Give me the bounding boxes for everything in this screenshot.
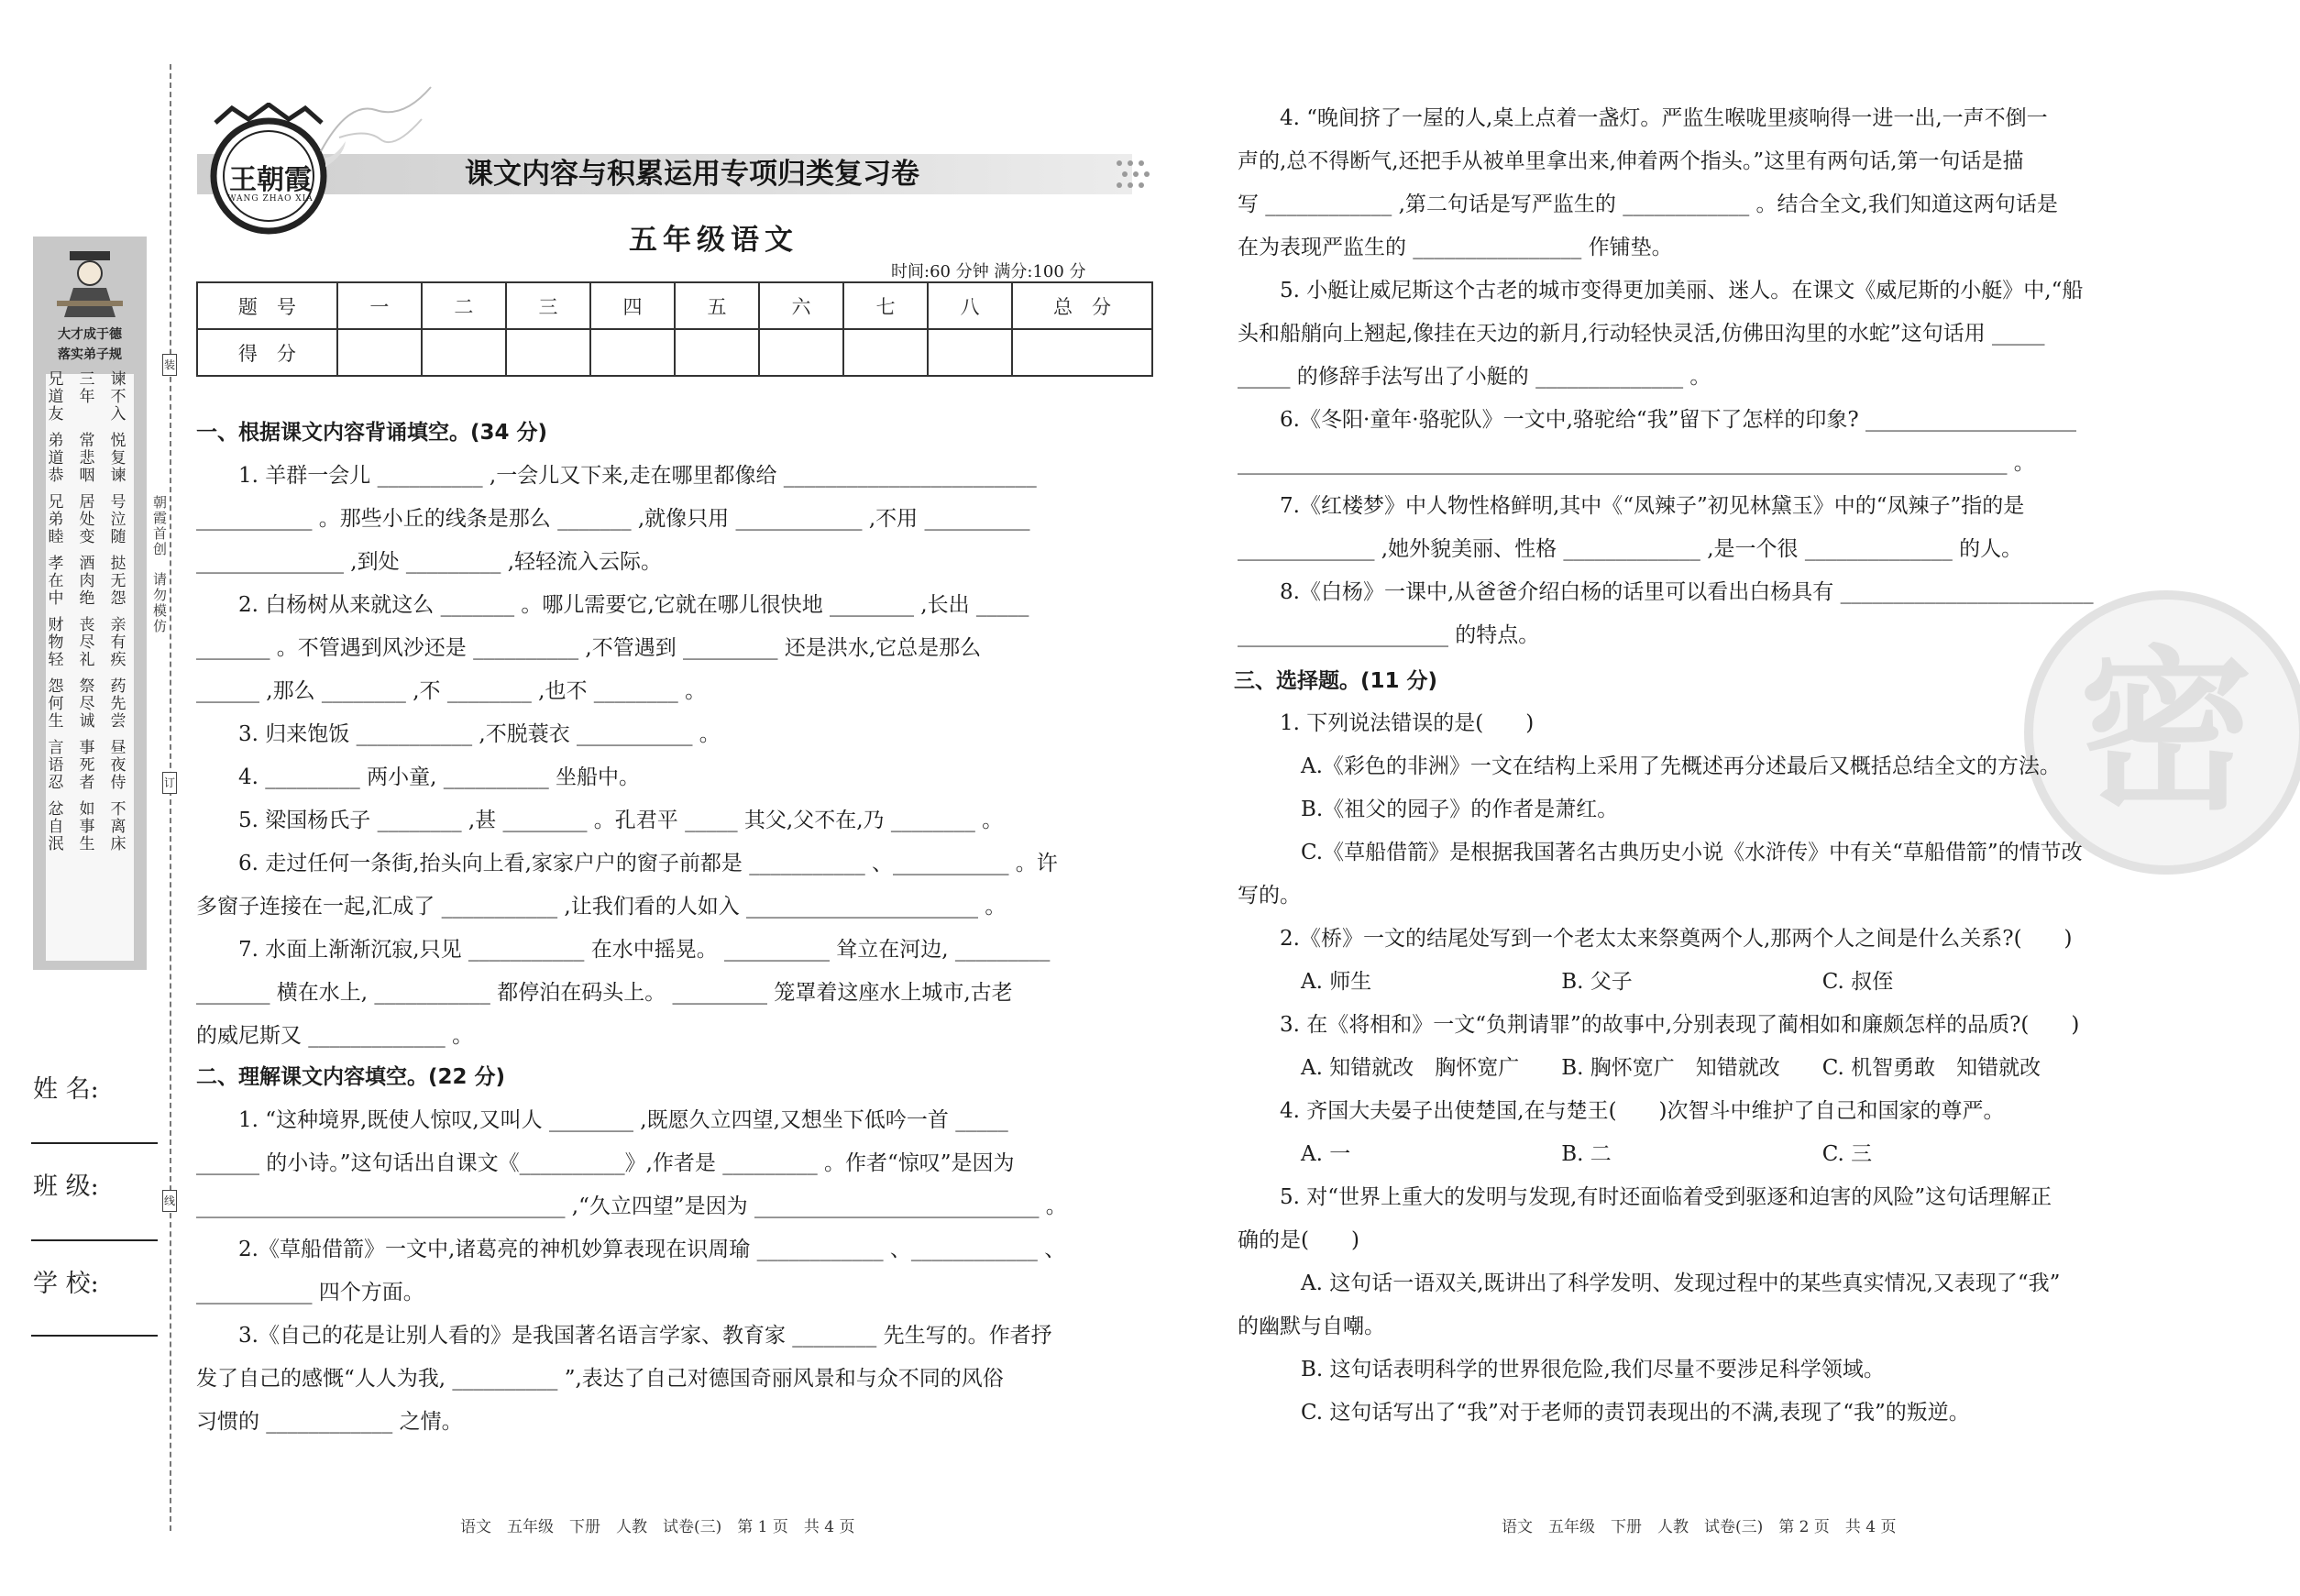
- dizigui-phrase: 谏不入: [110, 370, 127, 424]
- score-table-header-cell: 三: [506, 282, 590, 329]
- choice-question-line: 确的是( ): [1238, 1228, 1359, 1252]
- score-table-input-cell[interactable]: [1012, 329, 1152, 376]
- score-table-header-cell: 四: [590, 282, 675, 329]
- score-table-header-cell: 六: [759, 282, 843, 329]
- dizigui-phrase: 药先尝: [110, 677, 127, 731]
- section-1-line: 7. 水面上渐渐沉寂,只见 ___________ 在水中摇晃。 __________ 耸立在河边, _________: [196, 938, 1051, 962]
- choice-question-line: A. 一 B. 二 C. 三: [1238, 1142, 1873, 1166]
- score-table: [196, 281, 1153, 377]
- dizigui-phrase: 昼夜侍: [110, 739, 127, 792]
- dizigui-phrase: 如事生: [79, 800, 95, 853]
- choice-question-line: A. 这句话一语双关,既讲出了科学发明、发现过程中的某些真实情况,又表现了“我”: [1238, 1271, 2061, 1295]
- section-3-body: [1238, 702, 2195, 1435]
- section-1-line: 2. 白杨树从来就这么 _______ 。哪儿需要它,它就在哪儿很快地 ________ ,长出 _____: [196, 593, 1029, 617]
- school-label: 学 校:: [33, 1270, 99, 1298]
- ribbon-decoration-icon: [312, 83, 440, 165]
- section-2-line: ______ 的小诗。”这句话出自课文《__________》,作者是 _________ 。作者“惊叹”是因为: [196, 1151, 1015, 1175]
- right-question-line: _____ 的修辞手法写出了小艇的 ______________ 。: [1238, 365, 1711, 389]
- dizigui-phrase: 祭尽诚: [79, 677, 95, 731]
- name-label: 姓 名:: [33, 1075, 99, 1104]
- choice-question-line: C.《草船借箭》是根据我国著名古典历史小说《水浒传》中有关“草船借箭”的情节改: [1238, 841, 2083, 864]
- dizigui-phrase: 不离床: [110, 800, 127, 853]
- section-2-line: 习惯的 ____________ 之情。: [196, 1410, 463, 1434]
- score-table-input-cell[interactable]: [843, 329, 928, 376]
- section-1-line: _______ 。不管遇到风沙还是 __________ ,不管遇到 _________ 还是洪水,它总是那么: [196, 636, 982, 660]
- binding-mark-1: 装: [162, 354, 177, 376]
- motto-line-1: 大才成于德: [58, 327, 122, 342]
- section-1-line: ___________ 。那些小丘的线条是那么 _______ ,就像只用 ____________ ,不用 __________: [196, 507, 1030, 531]
- dizigui-phrase: 兄弟睦: [48, 493, 64, 546]
- binding-cut-line: [170, 64, 171, 1531]
- binding-mark-2: 订: [162, 772, 177, 794]
- section-1-line: _______ 横在水上, ___________ 都停泊在码头上。 _________ 笼罩着这座水上城市,古老: [196, 981, 1013, 1005]
- section-3-title: 三、选择题。(11 分): [1234, 669, 1438, 693]
- watermark-stamp-char: 密: [2078, 631, 2253, 833]
- dizigui-phrase: 悦复谏: [110, 432, 127, 485]
- section-2-body: [196, 1099, 1153, 1444]
- section-2-line: ___________ 四个方面。: [196, 1281, 424, 1304]
- section-1-line: 6. 走过任何一条街,抬头向上看,家家户户的窗子前都是 ___________ 、___________ 。许: [196, 852, 1058, 875]
- name-field[interactable]: [31, 1142, 158, 1144]
- score-table-input-cell[interactable]: [337, 329, 422, 376]
- dizigui-phrase: 挞无怨: [110, 555, 127, 608]
- score-table-header-cell: 一: [337, 282, 422, 329]
- dizigui-phrase: 言语忍: [48, 739, 64, 792]
- section-1-line: 的威尼斯又 _____________ 。: [196, 1024, 474, 1048]
- right-question-line: 8.《白杨》一课中,从爸爸介绍白杨的话里可以看出白杨具有 ________________________: [1238, 580, 2094, 604]
- choice-question-line: 4. 齐国大夫晏子出使楚国,在与楚王( )次智斗中维护了自己和国家的尊严。: [1238, 1099, 2005, 1123]
- dizigui-phrase: 事死者: [79, 739, 95, 792]
- choice-question-line: B.《祖父的园子》的作者是萧红。: [1238, 798, 1619, 821]
- motto-line-2: 落实弟子规: [58, 347, 122, 362]
- score-table-input-cell[interactable]: [675, 329, 759, 376]
- right-fill-questions: [1238, 97, 2195, 657]
- score-table-header-cell: 五: [675, 282, 759, 329]
- dizigui-phrase: 孝在中: [48, 555, 64, 608]
- score-table-input-cell[interactable]: [422, 329, 506, 376]
- score-table-header-cell: 八: [928, 282, 1012, 329]
- right-question-line: 5. 小艇让威尼斯这个古老的城市变得更加美丽、迷人。在课文《威尼斯的小艇》中,“船: [1238, 279, 2084, 303]
- score-table-header-cell: 七: [843, 282, 928, 329]
- dizigui-group: [46, 678, 128, 731]
- choice-question-line: 3. 在《将相和》一文“负荆请罪”的故事中,分别表现了蔺相如和廉颇怎样的品质?( ): [1238, 1013, 2080, 1037]
- dizigui-group: [46, 801, 128, 853]
- section-1-line: ______________ ,到处 _________ ,轻轻流入云际。: [196, 550, 663, 574]
- dizigui-phrase: 居处变: [79, 493, 95, 546]
- footer-page-2: 语文 五年级 下册 人教 试卷(三) 第 2 页 共 4 页: [1502, 1518, 1897, 1536]
- dizigui-group: [46, 740, 128, 792]
- binding-mark-3: 线: [162, 1190, 177, 1212]
- choice-question-line: A. 师生 B. 父子 C. 叔侄: [1238, 970, 1894, 994]
- section-1-line: 4. _________ 两小童, __________ 坐船中。: [196, 765, 640, 789]
- right-question-line: 6.《冬阳·童年·骆驼队》一文中,骆驼给“我”留下了怎样的印象? ____________________: [1238, 408, 2077, 432]
- dizigui-phrase: 财物轻: [48, 616, 64, 669]
- score-table-header-row: [197, 282, 1152, 329]
- dizigui-group: [46, 371, 128, 424]
- right-question-line: _________________________________________________________________________ 。: [1238, 451, 2035, 475]
- dizigui-phrase: 丧尽礼: [79, 616, 95, 669]
- section-1-body: [196, 455, 1153, 1058]
- right-question-line: 声的,总不得断气,还把手从被单里拿出来,伸着两个指头。”这里有两句话,第一句话是描: [1238, 149, 2024, 173]
- dizigui-phrase: 三年: [79, 370, 95, 406]
- right-question-line: _____________ ,她外貌美丽、性格 _____________ ,是一个很 ______________ 的人。: [1238, 537, 2023, 561]
- footer-page-1: 语文 五年级 下册 人教 试卷(三) 第 1 页 共 4 页: [460, 1518, 855, 1536]
- scholar-figure-icon: [57, 249, 123, 319]
- section-2-line: ___________________________________ ,“久立四望”是因为 ___________________________ 。: [196, 1194, 1067, 1218]
- score-table-input-cell[interactable]: [506, 329, 590, 376]
- score-table-score-row: [197, 329, 1152, 376]
- dotted-pattern-icon: [1114, 158, 1154, 191]
- dizigui-phrase: 酒肉绝: [79, 555, 95, 608]
- choice-question-line: 1. 下列说法错误的是( ): [1238, 711, 1535, 735]
- choice-question-line: 5. 对“世界上重大的发明与发现,有时还面临着受到驱逐和迫害的风险”这句话理解正: [1238, 1185, 2052, 1209]
- choice-question-line: C. 这句话写出了“我”对于老师的责罚表现出的不满,表现了“我”的叛逆。: [1238, 1401, 1970, 1425]
- section-1-line: 5. 梁国杨氏子 ________ ,甚 ________ 。孔君平 _____ 其父,父不在,乃 ________ 。: [196, 809, 1004, 832]
- right-question-line: 7.《红楼梦》中人物性格鲜明,其中《“凤辣子”初见林黛玉》中的“凤辣子”指的是: [1238, 494, 2025, 518]
- choice-question-line: B. 这句话表明科学的世界很危险,我们尽量不要涉足科学领域。: [1238, 1358, 1885, 1381]
- logo-subtext: WANG ZHAO XIA: [227, 194, 314, 204]
- dizigui-group: [46, 556, 128, 608]
- right-question-line: 写 ____________ ,第二句话是写严监生的 ____________ 。结合全文,我们知道这两句话是: [1238, 193, 2058, 216]
- dizigui-phrase: 弟道恭: [48, 432, 64, 485]
- vertical-note-1: 朝霞首创: [151, 495, 168, 557]
- score-table-input-cell[interactable]: [928, 329, 1012, 376]
- section-1-line: ______ ,那么 ________ ,不 ________ ,也不 ________ 。: [196, 679, 707, 703]
- choice-question-line: A.《彩色的非洲》一文在结构上采用了先概述再分述最后又概括总结全文的方法。: [1238, 754, 2061, 778]
- vertical-note-2: 请勿模仿: [151, 572, 168, 634]
- score-table-question-label: 题 号: [197, 282, 337, 329]
- right-question-line: ____________________ 的特点。: [1238, 623, 1540, 647]
- choice-question-line: 的幽默与自嘲。: [1238, 1315, 1385, 1338]
- dizigui-phrase: 忿自泯: [48, 800, 64, 853]
- score-table-input-cell[interactable]: [590, 329, 675, 376]
- dizigui-phrase: 兄道友: [48, 370, 64, 424]
- score-table-input-cell[interactable]: [759, 329, 843, 376]
- section-2-title: 二、理解课文内容填空。(22 分): [196, 1065, 506, 1089]
- dizigui-phrase: 怨何生: [48, 677, 64, 731]
- section-2-line: 1. “这种境界,既使人惊叹,又叫人 ________ ,既愿久立四望,又想坐下低吟一首 _____: [196, 1108, 1008, 1132]
- score-table-score-label: 得 分: [197, 329, 337, 376]
- choice-question-line: A. 知错就改 胸怀宽广 B. 胸怀宽广 知错就改 C. 机智勇敢 知错就改: [1238, 1056, 2041, 1080]
- class-label: 班 级:: [33, 1172, 99, 1201]
- choice-question-line: 2.《桥》一文的结尾处写到一个老太太来祭奠两个人,那两个人之间是什么关系?( ): [1238, 927, 2073, 951]
- dizigui-phrase: 常悲咽: [79, 432, 95, 485]
- exam-title: 课文内容与积累运用专项归类复习卷: [465, 158, 919, 191]
- section-1-line: 多窗子连接在一起,汇成了 ___________ ,让我们看的人如入 ______________________ 。: [196, 895, 1007, 919]
- dizigui-group: [46, 617, 128, 669]
- right-question-line: 在为表现严监生的 ________________ 作铺垫。: [1238, 236, 1673, 259]
- school-field[interactable]: [31, 1335, 158, 1337]
- dizigui-group: [46, 433, 128, 485]
- section-2-line: 3.《自己的花是让别人看的》是我国著名语言学家、教育家 ________ 先生写的。作者抒: [196, 1324, 1052, 1348]
- section-1-line: 3. 归来饱饭 ___________ ,不脱蓑衣 ___________ 。: [196, 722, 721, 746]
- dizigui-text: [46, 371, 128, 863]
- choice-question-line: 写的。: [1238, 884, 1301, 908]
- section-1-line: 1. 羊群一会儿 __________ ,一会儿又下来,走在哪里都像给 ________________________: [196, 464, 1037, 488]
- subject-title: 五年级语文: [629, 224, 798, 257]
- section-2-line: 发了自己的感慨“人人为我, __________ ”,表达了自己对德国奇丽风景和与众不同的风俗: [196, 1367, 1004, 1391]
- right-question-line: 头和船艄向上翘起,像挂在天边的新月,行动轻快灵活,仿佛田沟里的水蛇”这句话用 _____: [1238, 322, 2045, 346]
- section-2-line: 2.《草船借箭》一文中,诸葛亮的神机妙算表现在识周瑜 ____________ 、____________ 、: [196, 1238, 1066, 1261]
- dizigui-group: [46, 494, 128, 546]
- right-question-line: 4. “晚间挤了一屋的人,桌上点着一盏灯。严监生喉咙里痰响得一进一出,一声不倒一: [1238, 106, 2048, 130]
- score-table-header-cell: 二: [422, 282, 506, 329]
- dizigui-phrase: 亲有疾: [110, 616, 127, 669]
- logo-text: 王朝霞: [229, 164, 312, 196]
- score-table-header-cell: 总 分: [1012, 282, 1152, 329]
- dizigui-phrase: 号泣随: [110, 493, 127, 546]
- class-field[interactable]: [31, 1239, 158, 1241]
- section-1-title: 一、根据课文内容背诵填空。(34 分): [196, 421, 548, 445]
- time-and-score-info: 时间:60 分钟 满分:100 分: [891, 262, 1086, 281]
